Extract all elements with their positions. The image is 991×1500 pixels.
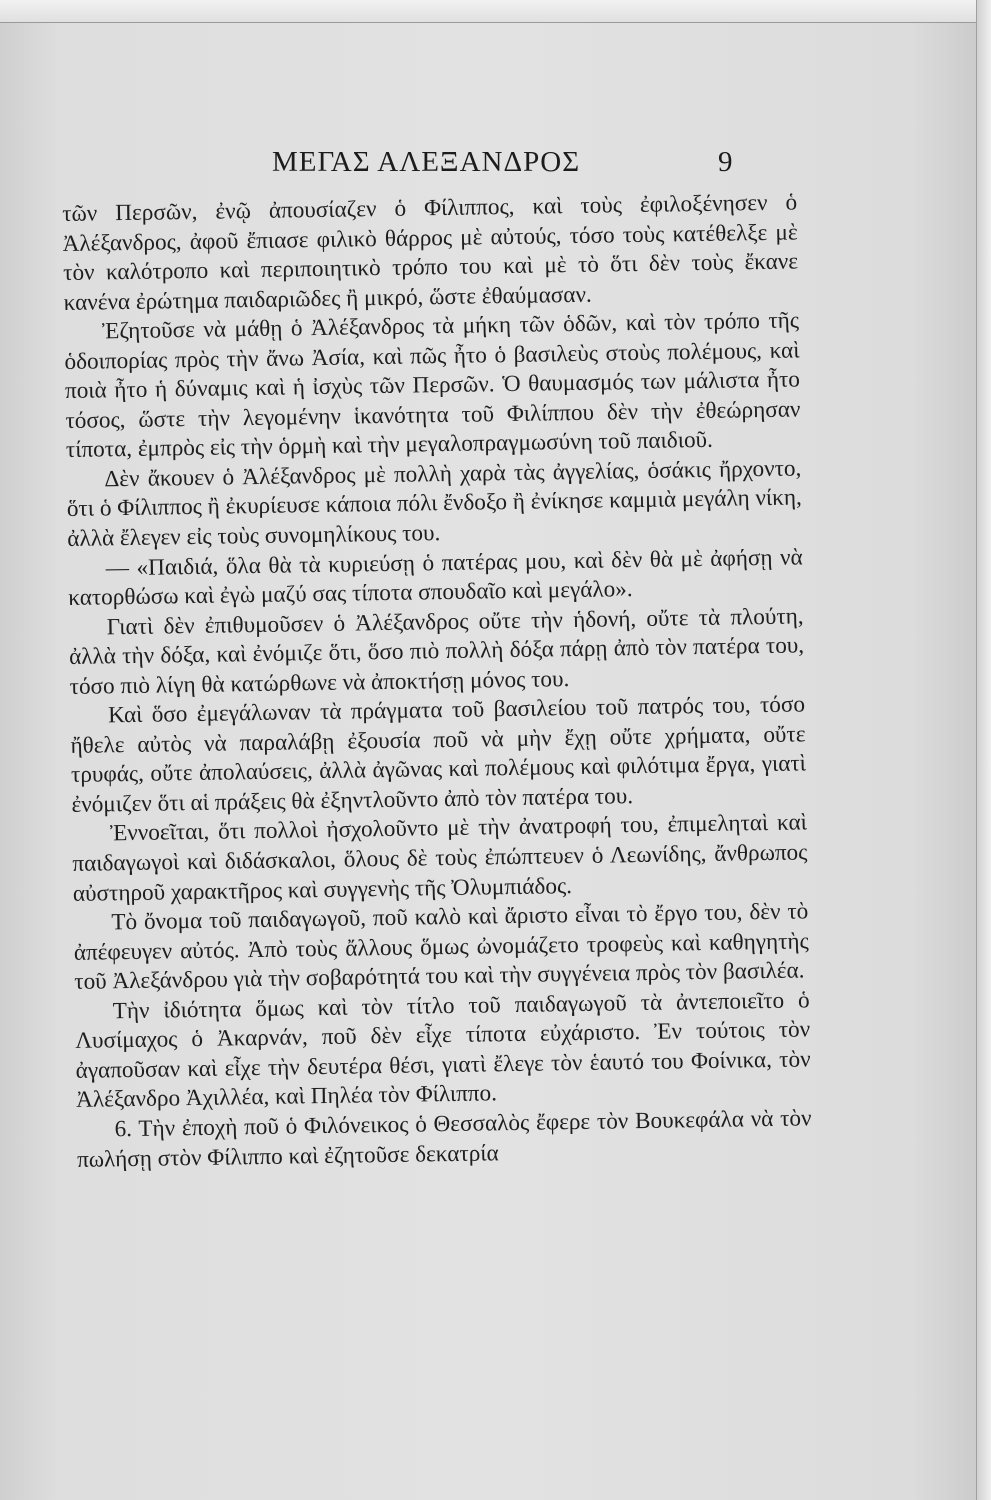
paragraph: Γιατὶ δὲν ἐπιθυμοῦσεν ὁ Ἀλέξανδρος οὔτε τὴν ἡδονή, οὔτε τὰ πλούτη, ἀλλὰ τὴν δόξα, καὶ ἐνόμιζε ὅτι, ὅσο πιὸ πολλὴ δόξα πάρῃ ἀπὸ τὸν πατέρα του, τόσο πιὸ λίγη θὰ κατώρθωνε νὰ ἀποκτήσῃ μόνος του. — [68, 603, 805, 700]
paragraph: Καὶ ὅσο ἐμεγάλωναν τὰ πράγματα τοῦ βασιλείου τοῦ πατρός του, τόσο ἤθελε αὐτὸς νὰ παραλάβῃ ἐξουσία ποῦ νὰ μὴν ἔχῃ οὔτε χρήματα, οὔτε τρυφάς, οὔτε ἀπολαύσεις, ἀλλὰ ἀγῶνας καὶ πολέμους καὶ φιλότιμα ἔργα, γιατὶ ἐνόμιζεν ὅτι αἱ πράξεις θὰ ἐξηντλοῦντο ἀπὸ τὸν πατέρα του. — [70, 691, 807, 818]
paragraph: Ἐζητοῦσε νὰ μάθῃ ὁ Ἀλέξανδρος τὰ μήκη τῶν ὁδῶν, καὶ τὸν τρόπο τῆς ὁδοιπορίας πρὸς τὴν ἄνω Ἀσία, καὶ πῶς ἦτο ὁ βασιλεὺς στοὺς πολέμους, καὶ ποιὰ ἦτο ἡ δύναμις καὶ ἡ ἰσχὺς τῶν Περσῶν. Ὁ θαυμασμός των μάλιστα ἦτο τόσος, ὥστε τὴν λεγομένην ἱκανότητα τοῦ Φιλίππου δὲν τὴν ἐθεώρησαν τίποτα, ἐμπρὸς εἰς τὴν ὁρμὴ καὶ τὴν μεγαλοπραγμωσύνη τοῦ παιδιοῦ. — [64, 307, 801, 464]
page-right-edge — [976, 0, 991, 1500]
paragraph: Ἐννοεῖται, ὅτι πολλοὶ ἠσχολοῦντο μὲ τὴν ἀνατροφή του, ἐπιμεληταὶ καὶ παιδαγωγοὶ καὶ διδάσκαλοι, ὅλους δὲ τοὺς ἐπώπτευεν ὁ Λεωνίδης, ἄνθρωπος αὐστηροῦ χαρακτῆρος καὶ συγγενὴς τῆς Ὀλυμπιάδος. — [72, 809, 808, 907]
body-text — [62, 188, 815, 1359]
running-head — [120, 146, 770, 186]
running-head-title: ΜΕΓΑΣ ΑΛΕΞΑΝΔΡΟΣ — [272, 146, 581, 178]
paragraph: 6. Τὴν ἐποχὴ ποῦ ὁ Φιλόνεικος ὁ Θεσσαλὸς ἔφερε τὸν Βουκεφάλα νὰ τὸν πωλήσῃ στὸν Φίλιππο καὶ ἐζητοῦσε δεκατρία — [76, 1105, 812, 1173]
paragraph: — «Παιδιά, ὅλα θὰ τὰ κυριεύσῃ ὁ πατέρας μου, καὶ δὲν θὰ μὲ ἀφήσῃ νὰ κατορθώσω καὶ ἐγὼ μαζύ σας τίποτα σπουδαῖο καὶ μεγάλο». — [68, 543, 803, 612]
paragraph: Δὲν ἄκουεν ὁ Ἀλέξανδρος μὲ πολλὴ χαρὰ τὰς ἀγγελίας, ὁσάκις ἤρχοντο, ὅτι ὁ Φίλιππος ἢ ἐκυρίευσε κάποια πόλι ἔνδοξο ἢ ἐνίκησε καμμιὰ μεγάλη νίκη, ἀλλὰ ἔλεγεν εἰς τοὺς συνομηλίκους του. — [66, 455, 802, 552]
paragraph: τῶν Περσῶν, ἐνῷ ἀπουσίαζεν ὁ Φίλιππος, καὶ τοὺς ἐφιλοξένησεν ὁ Ἀλέξανδρος, ἀφοῦ ἔπιασε φιλικὸ θάρρος μὲ αὐτούς, τόσο τοὺς κατέθελξε μὲ τὸν καλότροπο καὶ περιποιητικὸ τρόπο του καὶ μὲ τὸ ὅτι δὲν τοὺς ἔκανε κανένα ἐρώτημα παιδαριῶδες ἢ μικρό, ὥστε ἐθαύμασαν. — [62, 189, 799, 316]
page-number: 9 — [718, 146, 733, 178]
page-top-edge — [0, 0, 991, 23]
paragraph: Τὴν ἰδιότητα ὅμως καὶ τὸν τίτλο τοῦ παιδαγωγοῦ τὰ ἀντεποιεῖτο ὁ Λυσίμαχος ὁ Ἀκαρνάν, ποῦ δὲν εἶχε τίποτα εὐχάριστο. Ἐν τούτοις τὸν ἀγαποῦσαν καὶ εἶχε τὴν δευτέρα θέσι, γιατὶ ἔλεγε τὸν ἑαυτό του Φοίνικα, τὸν Ἀλέξανδρο Ἀχιλλέα, καὶ Πηλέα τὸν Φίλιππο. — [75, 987, 811, 1114]
paragraph: Τὸ ὄνομα τοῦ παιδαγωγοῦ, ποῦ καλὸ καὶ ἄριστο εἶναι τὸ ἔργο του, δὲν τὸ ἀπέφευγεν αὐτός. Ἀπὸ τοὺς ἄλλους ὅμως ὠνομάζετο τροφεὺς καὶ καθηγητὴς τοῦ Ἀλεξάνδρου γιὰ τὴν σοβαρότητά του καὶ τὴν συγγένεια πρὸς τὸν βασιλέα. — [73, 898, 809, 996]
